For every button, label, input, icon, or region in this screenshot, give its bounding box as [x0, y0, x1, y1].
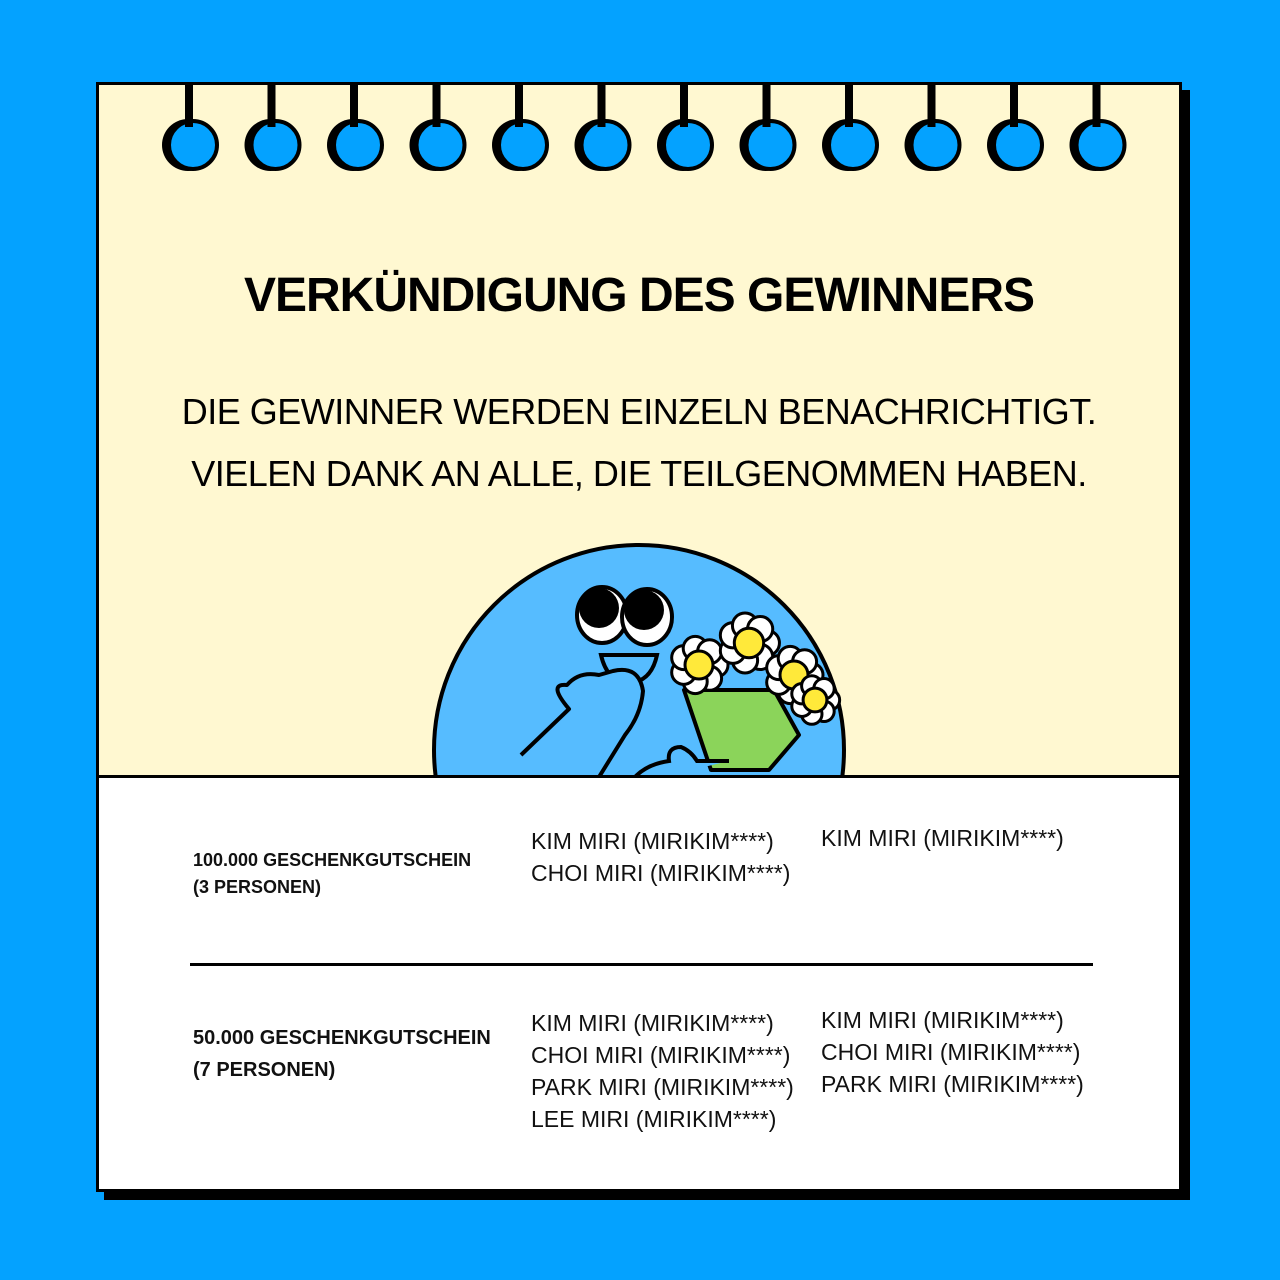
winner-name: PARK MIRI (MIRIKIM****): [821, 1071, 1084, 1097]
prize-amount: 100.000 GESCHENKGUTSCHEIN: [193, 850, 472, 870]
winners-list-50000-col1: [531, 1007, 794, 1135]
winners-list-50000-col2: [821, 1004, 1084, 1100]
daisy-flower: [672, 636, 728, 693]
binding-ring: [822, 85, 877, 171]
announcement-card: [96, 82, 1182, 1192]
binding-ring: [575, 85, 630, 171]
binding-ring: [492, 85, 547, 171]
winner-name: KIM MIRI (MIRIKIM****): [821, 825, 1064, 851]
prize-count: (7 PERSONEN): [193, 1059, 336, 1081]
binding-ring: [1070, 85, 1125, 171]
winners-list-100000-col1: [531, 825, 790, 889]
winner-name: CHOI MIRI (MIRIKIM****): [821, 1039, 1081, 1065]
winner-name: CHOI MIRI (MIRIKIM****): [531, 860, 791, 886]
binding-ring: [327, 85, 382, 171]
page-title: VERKÜNDIGUNG DES GEWINNERS: [243, 269, 1035, 322]
subtitle-line-2: VIELEN DANK AN ALLE, DIE TEILGENOMMEN HABEN.: [191, 453, 1087, 494]
notepad-header: [99, 85, 1179, 778]
page-subtitle: [99, 381, 1179, 505]
binding-ring: [987, 85, 1042, 171]
winner-name: KIM MIRI (MIRIKIM****): [531, 828, 774, 854]
daisy-flower: [792, 676, 840, 725]
mascot-with-flowers-illustration: [429, 515, 849, 778]
winner-name: CHOI MIRI (MIRIKIM****): [531, 1042, 791, 1068]
prize-label-100000: [193, 847, 471, 901]
winner-name: KIM MIRI (MIRIKIM****): [821, 1007, 1064, 1033]
winner-name: LEE MIRI (MIRIKIM****): [531, 1106, 777, 1132]
winner-name: KIM MIRI (MIRIKIM****): [531, 1010, 774, 1036]
binding-ring: [657, 85, 712, 171]
winners-list-100000-col2: [821, 822, 1064, 854]
binding-ring: [162, 85, 217, 171]
subtitle-line-1: DIE GEWINNER WERDEN EINZELN BENACHRICHTIGT.: [181, 391, 1097, 432]
row-divider: [190, 963, 1093, 966]
binding-ring: [740, 85, 795, 171]
winner-name: PARK MIRI (MIRIKIM****): [531, 1074, 794, 1100]
binding-ring: [905, 85, 960, 171]
prize-count: (3 PERSONEN): [193, 877, 322, 897]
prize-label-50000: [193, 1022, 491, 1086]
spiral-binding-rings: [99, 85, 1179, 185]
prize-amount: 50.000 GESCHENKGUTSCHEIN: [193, 1027, 491, 1049]
binding-ring: [245, 85, 300, 171]
binding-ring: [410, 85, 465, 171]
